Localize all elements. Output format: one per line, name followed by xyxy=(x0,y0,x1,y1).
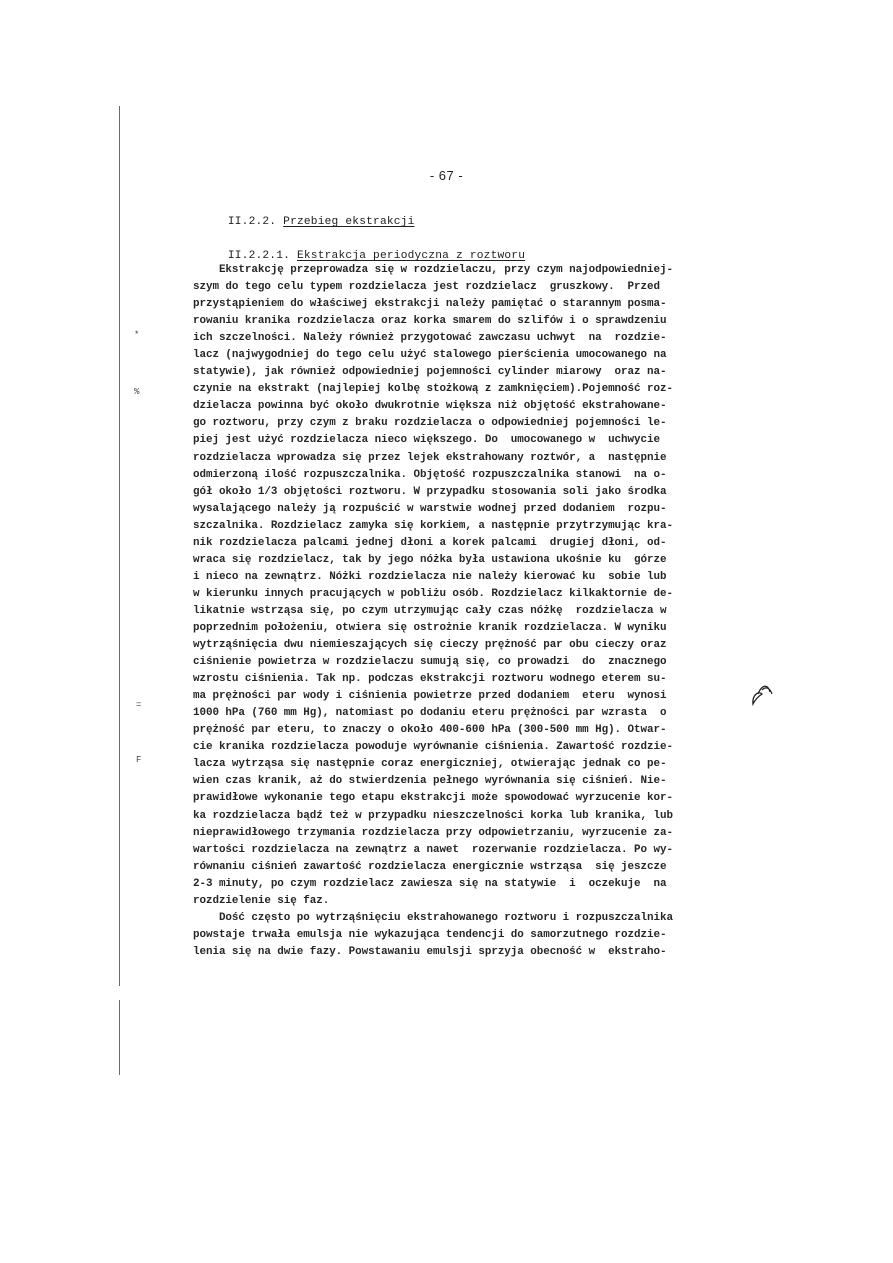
subsection-number: II.2.2.1. xyxy=(227,250,291,262)
text-line: Dość często po wytrząśnięciu ekstrahowanego roztworu i rozpuszczalnika xyxy=(193,911,673,924)
text-line: poprzednim położeniu, otwiera się ostrożnie kranik rozdzielacza. W wyniku xyxy=(193,621,667,634)
text-line: czynie na ekstrakt (najlepiej kolbę stożkową z zamknięciem).Pojemność roz- xyxy=(193,383,673,396)
text-line: rozdzielenie się faz. xyxy=(193,894,330,907)
text-line: wartości rozdzielacza na zewnątrz a nawet rozerwanie rozdzielacza. Po wy- xyxy=(193,843,673,856)
text-line: cie kranika rozdzielacza powoduje wyrównanie ciśnienia. Zawartość rozdzie- xyxy=(193,741,673,754)
margin-mark: % xyxy=(134,387,140,397)
text-line: prężność par eteru, to znaczy o około 400-600 hPa (300-500 mm Hg). Otwar- xyxy=(193,724,667,737)
page-number: - 67 - xyxy=(429,168,464,183)
text-line: w kierunku innych pracujących w pobliżu osób. Rozdzielacz kilkaktornie de- xyxy=(193,587,673,600)
text-line: wien czas kranik, aż do stwierdzenia pełnego wyrównania się ciśnień. Nie- xyxy=(193,775,667,788)
text-line: rowaniu kranika rozdzielacza oraz korka smarem do szlifów i o sprawdzeniu xyxy=(193,315,667,328)
text-line: ma prężności par wody i ciśnienia powietrze przed dodaniem eteru wynosi xyxy=(193,690,667,703)
text-line: lacz (najwygodniej do tego celu użyć stalowego pierścienia umocowanego na xyxy=(193,349,667,362)
text-line: piej jest użyć rozdzielacza nieco większego. Do umocowanego w uchwycie xyxy=(193,434,660,447)
text-line: rozdzielacza wprowadza się przez lejek ekstrahowany roztwór, a następnie xyxy=(193,451,667,464)
text-line: równaniu ciśnień zawartość rozdzielacza energicznie wstrząsa się jeszcze xyxy=(193,860,667,873)
text-line: 1000 hPa (760 mm Hg), natomiast po dodaniu eteru prężności par wzrasta o xyxy=(193,707,667,720)
text-line: ich szczelności. Należy również przygotować zawczasu uchwyt na rozdzie- xyxy=(193,332,667,345)
text-line: powstaje trwała emulsja nie wykazująca tendencji do samorzutnego rozdzie- xyxy=(193,928,667,941)
text-line: ciśnienie powietrza w rozdzielaczu sumują się, co prowadzi do znacznego xyxy=(193,656,667,669)
subsection-title: Ekstrakcja periodyczna z roztworu xyxy=(296,250,526,262)
page-border-line-lower xyxy=(119,1000,120,1075)
text-line: Ekstrakcję przeprowadza się w rozdzielaczu, przy czym najodpowiedniej- xyxy=(193,264,673,276)
text-line: lenia się na dwie fazy. Powstawaniu emulsji sprzyja obecność w ekstraho- xyxy=(193,945,667,958)
text-line: szym do tego celu typem rozdzielacza jest rozdzielacz gruszkowy. Przed xyxy=(193,281,660,294)
text-line: nik rozdzielacza palcami jednej dłoni a korek palcami drugiej dłoni, od- xyxy=(193,536,667,549)
text-line: likatnie wstrząsa się, po czym utrzymując cały czas nóżkę rozdzielacza w xyxy=(193,604,667,617)
body-text xyxy=(193,262,713,961)
text-line: wysalającego należy ją rozpuścić w warstwie wodnej przed dodaniem rozpu- xyxy=(193,502,667,515)
page-border-line xyxy=(119,106,120,986)
text-line: wzrostu ciśnienia. Tak np. podczas ekstrakcji roztworu wodnego eterem su- xyxy=(193,673,667,686)
text-line: gół około 1/3 objętości roztworu. W przypadku stosowania soli jako środka xyxy=(193,485,667,498)
section-heading xyxy=(214,204,415,228)
text-line: szczalnika. Rozdzielacz zamyka się korkiem, a następnie przytrzymując kra- xyxy=(193,519,673,532)
text-line: ka rozdzielacza bądź też w przypadku nieszczelności korka lub kranika, lub xyxy=(193,809,673,822)
text-line: go roztworu, przy czym z braku rozdzielacza o odpowiedniej pojemności le- xyxy=(193,417,667,430)
margin-mark: * xyxy=(134,330,140,340)
section-title: Przebieg ekstrakcji xyxy=(283,216,415,228)
text-line: lacza wytrząsa się następnie coraz energiczniej, otwierając jednak co pe- xyxy=(193,758,667,771)
text-line: i nieco na zewnątrz. Nóżki rozdzielacza nie należy kierować ku sobie lub xyxy=(193,570,667,583)
text-line: wytrząśnięcia dwu niemieszających się cieczy prężność par obu cieczy oraz xyxy=(193,639,667,652)
subsection-heading xyxy=(214,238,525,262)
text-line: dzielacza powinna być około dwukrotnie większa niż objętość ekstrahowane- xyxy=(193,400,667,413)
text-line: 2-3 minuty, po czym rozdzielacz zawiesza się na statywie i oczekuje na xyxy=(193,877,667,890)
section-number: II.2.2. xyxy=(227,216,277,228)
margin-mark: = xyxy=(136,700,142,710)
text-line: prawidłowe wykonanie tego etapu ekstrakcji może spowodować wyrzucenie kor- xyxy=(193,792,673,805)
handwritten-initials-icon xyxy=(750,682,780,706)
text-line: przystąpieniem do właściwej ekstrakcji należy pamiętać o starannym posma- xyxy=(193,298,667,311)
text-line: nieprawidłowego trzymania rozdzielacza przy odpowietrzaniu, wyrzucenie za- xyxy=(193,826,673,839)
text-line: statywie), jak również odpowiedniej pojemności cylinder miarowy oraz na- xyxy=(193,366,667,379)
text-line: wraca się rozdzielacz, tak by jego nóżka była ustawiona ukośnie ku górze xyxy=(193,553,667,566)
text-line: odmierzoną ilość rozpuszczalnika. Objętość rozpuszczalnika stanowi na o- xyxy=(193,468,667,481)
margin-mark: F xyxy=(136,755,142,765)
